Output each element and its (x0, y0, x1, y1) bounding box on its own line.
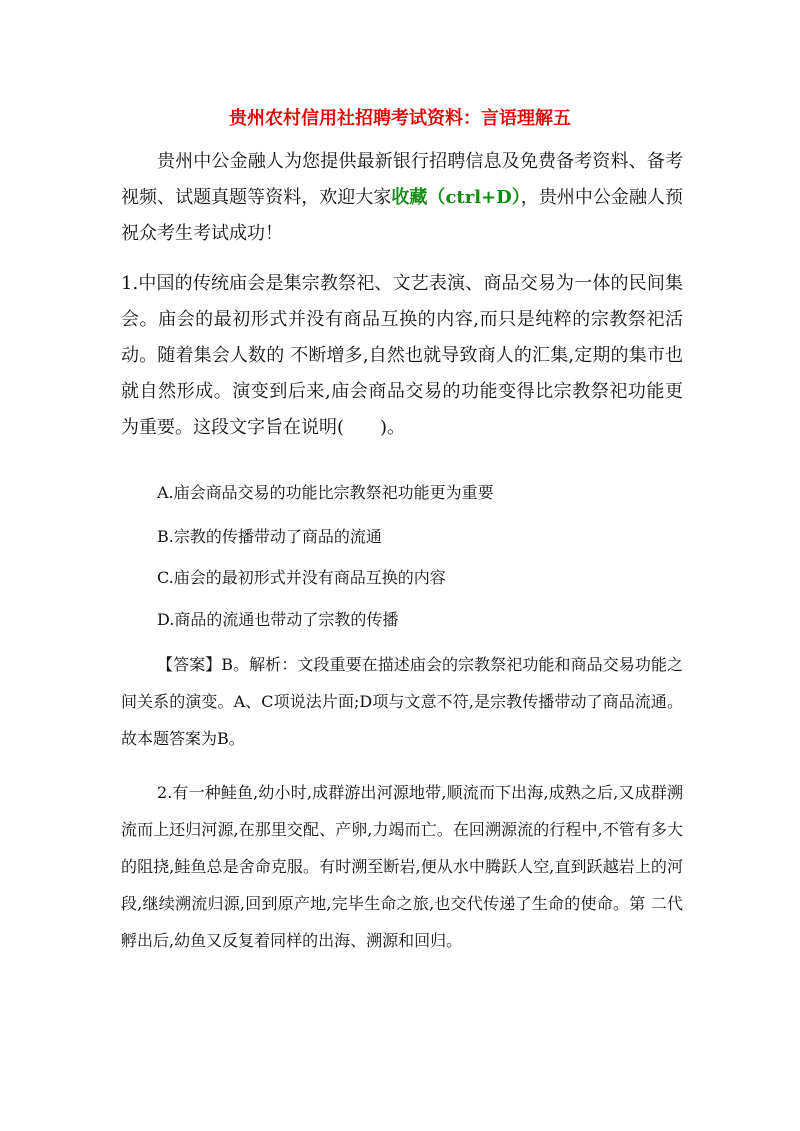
question-1-option-c: C.庙会的最初形式并没有商品互换的内容 (157, 568, 446, 587)
intro-text: 贵州中公金融人为您提供最新银行招聘信息及免费备考资料、备考视频、试题真题等资料，欢迎大家 (121, 151, 683, 208)
question-1-option-b: B.宗教的传播带动了商品的流通 (157, 527, 382, 546)
bookmark-hint: 收藏（ctrl+D） (391, 187, 521, 208)
intro-closing: ，贵州中公金融人预祝众考生考试成功！ (121, 187, 683, 244)
question-1-option-d: D.商品的流通也带动了宗教的传播 (157, 610, 399, 629)
question-1-answer: 【答案】B。解析：文段重要在描述庙会的宗教祭祀功能和商品交易功能之间关系的演变。A、C项说法片面;D项与文意不符,是宗教传播带动了商品流通。故本题答案为B。 (121, 655, 683, 748)
document-title: 贵州农村信用社招聘考试资料：言语理解五 (229, 108, 571, 129)
intro-paragraph (121, 144, 683, 252)
question-2-stem: 2.有一种鲑鱼,幼小时,成群游出河源地带,顺流而下出海,成熟之后,又成群溯流而上还归河源,在那里交配、产卵,力竭而亡。在回溯源流的行程中,不管有多大 的阻挠,鲑鱼总是舍命克服。有时溯至断岩,便从水中腾跃人空,直到跃越岩上的河段,继续溯流归源,回到原产地,完毕生命之旅,也交代传递了生命的使命。第 二代孵出后,幼鱼又反复着同样的出海、溯源和回归。 (121, 783, 683, 950)
question-1-stem: 1.中国的传统庙会是集宗教祭祀、文艺表演、商品交易为一体的民间集会。庙会的最初形式并没有商品互换的内容,而只是纯粹的宗教祭祀活动。随着集会人数的 不断增多,自然也就导致商人的汇集,定期的集市也就自然形成。演变到后来,庙会商品交易的功能变得比宗教祭祀功能更为重要。这段文字旨在说明( )。 (121, 273, 683, 438)
question-1-option-a: A.庙会商品交易的功能比宗教祭祀功能更为重要 (157, 483, 494, 502)
